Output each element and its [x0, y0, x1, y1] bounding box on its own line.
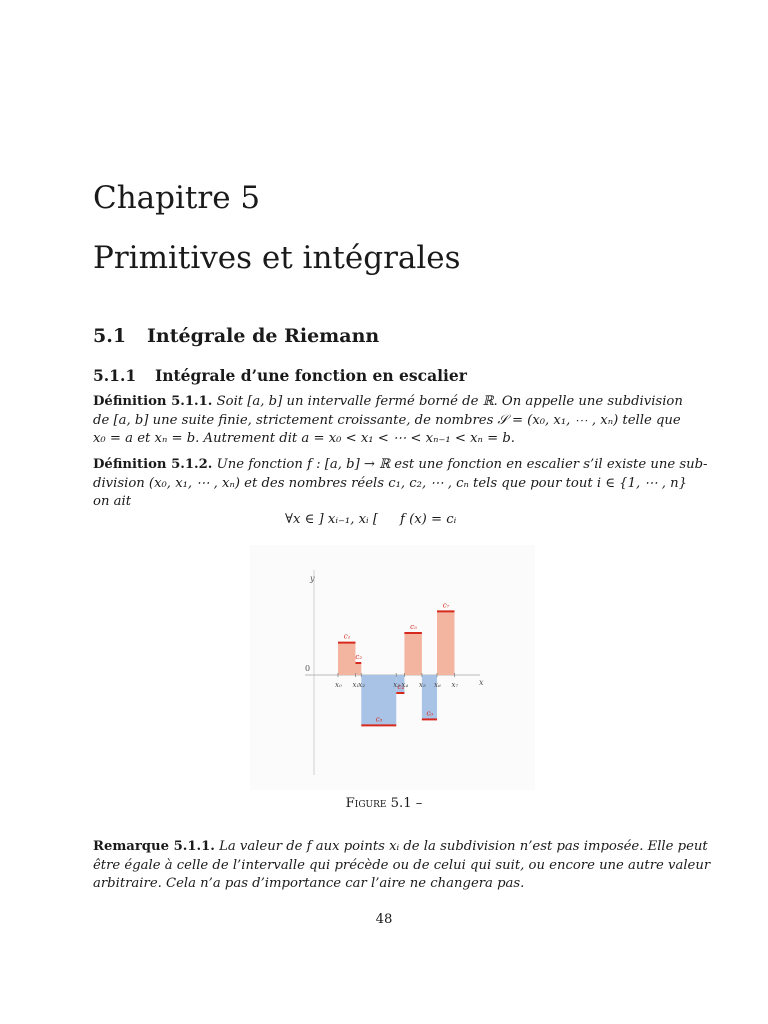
definition-1-line-1 — [93, 393, 697, 412]
chapter-title: Primitives et intégrales — [93, 240, 461, 276]
step-bar-1 — [338, 643, 355, 675]
x-tick-label-4: x₄ — [401, 681, 409, 689]
remark-line-1 — [93, 838, 708, 857]
definition-2 — [93, 456, 708, 512]
definition-2-label: Définition 5.1.2. — [93, 457, 213, 472]
definition-2-text-3: on ait — [93, 494, 132, 509]
x-tick-label-3: x₃ — [393, 681, 401, 689]
step-function-figure — [250, 545, 535, 790]
x-tick-label-2: x₂ — [358, 681, 366, 689]
subsection-title: Intégrale d’une fonction en escalier — [155, 366, 467, 385]
definition-1-label: Définition 5.1.1. — [93, 394, 213, 409]
remark-line-3 — [93, 875, 697, 894]
step-label-6: c₆ — [426, 709, 434, 718]
step-label-3: c₃ — [375, 715, 383, 724]
remark-text-3: arbitraire. Cela n’a pas d’importance car l’aire ne changera pas. — [93, 876, 525, 891]
definition-2-formula — [285, 512, 456, 527]
x-tick-label-6: x₆ — [434, 681, 441, 689]
origin-label: 0 — [305, 664, 311, 673]
step-label-5: c₅ — [410, 623, 417, 631]
definition-2-line-1 — [93, 456, 708, 475]
y-axis-label: y — [310, 574, 315, 583]
section-title: Intégrale de Riemann — [147, 325, 380, 347]
x-tick-label-5: x₅ — [418, 681, 426, 689]
definition-2-text-1: Une fonction f : [a, b] → ℝ est une fonction en escalier s’il existe une sub- — [216, 457, 708, 472]
definition-2-text-2: division (x₀, x₁, ⋯ , xₙ) et des nombres réels c₁, c₂, ⋯ , cₙ tels que pour tout i ∈ {1, ⋯ , n} — [93, 475, 687, 491]
section-heading — [93, 325, 379, 347]
definition-1-text-3: x₀ = a et xₙ = b. Autrement dit a = x₀ < x₁ < ⋯ < xₙ₋₁ < xₙ = b. — [93, 431, 515, 446]
subsection-heading — [93, 366, 467, 385]
definition-1-line-3 — [93, 430, 697, 449]
remark-line-2 — [93, 857, 711, 876]
formula-quantifier: ∀x ∈ ] xᵢ₋₁, xᵢ [ — [285, 512, 379, 527]
remark-text-1: La valeur de f aux points xᵢ de la subdivision n’est pas imposée. Elle peut — [219, 839, 708, 854]
step-label-4: c₄ — [397, 683, 405, 691]
remark-text-2: être égale à celle de l’intervalle qui précède ou de celui qui suit, ou encore une autre valeur — [93, 857, 711, 873]
formula-equation: f (x) = cᵢ — [400, 512, 457, 527]
definition-1-text-2: de [a, b] une suite finie, strictement croissante, de nombres 𝒮 = (x₀, x₁, ⋯ , xₙ) telle que — [93, 412, 681, 428]
figure-background — [250, 545, 535, 790]
definition-2-line-3 — [93, 493, 697, 512]
step-bar-5 — [404, 633, 421, 675]
definition-1-line-2 — [93, 412, 697, 431]
step-label-1: c₁ — [343, 632, 351, 641]
definition-1-text-1: Soit [a, b] un intervalle fermé borné de ℝ. On appelle une subdivision — [216, 394, 683, 409]
chapter-label: Chapitre 5 — [93, 180, 261, 216]
step-bar-2 — [355, 663, 361, 675]
x-axis-label: x — [479, 678, 484, 687]
remark-label: Remarque 5.1.1. — [93, 839, 215, 854]
step-bar-7 — [437, 611, 454, 675]
page-number: 48 — [375, 912, 393, 927]
subsection-number: 5.1.1 — [93, 366, 137, 385]
x-tick-label-7: x₇ — [451, 681, 459, 689]
definition-2-line-2 — [93, 475, 697, 494]
definition-1 — [93, 393, 697, 449]
step-label-7: c₇ — [442, 601, 450, 610]
step-label-2: c₂ — [355, 653, 363, 661]
remark — [93, 838, 711, 894]
figure-caption: Figure 5.1 – — [345, 796, 423, 811]
x-tick-label-1: x₁ — [352, 681, 360, 689]
x-tick-label-0: x₀ — [335, 681, 342, 689]
section-number: 5.1 — [93, 325, 127, 347]
